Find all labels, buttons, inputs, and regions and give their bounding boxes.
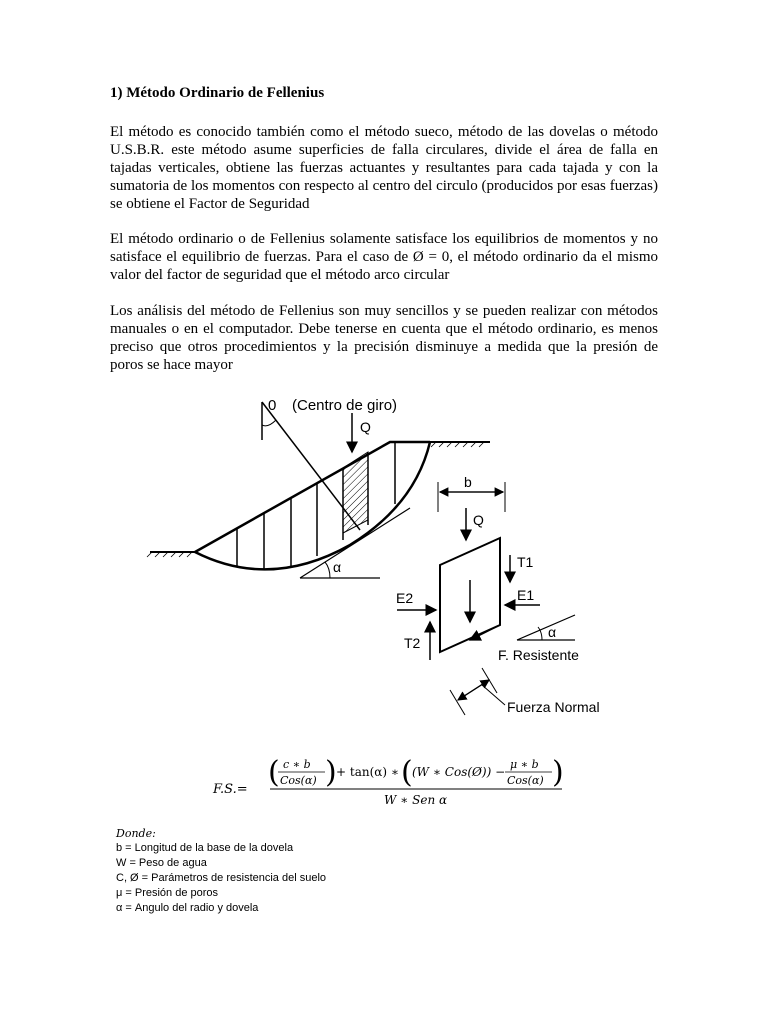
legend-item-b: b = Longitud de la base de la dovela — [116, 842, 294, 854]
legend-title: Donde: — [116, 827, 156, 840]
f-resistente-arrow — [470, 625, 500, 640]
q-slice-label: Q — [473, 512, 484, 528]
formula-denominator: W ∗ Sen α — [384, 793, 448, 807]
q-top-label: Q — [360, 419, 371, 435]
t1-label: T1 — [517, 554, 534, 570]
ground-hatch-left — [147, 552, 195, 557]
formula-paren-close-1: ) — [325, 755, 337, 790]
legend-item-c-phi: C, Ø = Parámetros de resistencia del suelo — [116, 872, 327, 884]
formula-num1-top: c ∗ b — [283, 758, 311, 771]
legend-item-mu: μ = Presión de poros — [116, 887, 219, 899]
formula-paren-close-2: ) — [552, 755, 564, 790]
fuerza-normal-line-back — [458, 680, 489, 700]
alpha-left-label: α — [333, 559, 342, 575]
formula-num2-bot: Cos(α) — [507, 774, 544, 787]
f-resistente-label: F. Resistente — [498, 647, 579, 663]
center-desc: (Centro de giro) — [292, 397, 398, 414]
formula-paren-open-1: ( — [268, 755, 280, 790]
slice-lines — [237, 442, 395, 569]
legend-block — [116, 826, 326, 916]
formula-lhs: F.S.= — [213, 782, 248, 797]
base-extension-line — [517, 615, 575, 640]
fuerza-normal-tick-left — [450, 690, 465, 715]
center-label: 0 — [268, 397, 277, 414]
paragraph-3: Los análisis del método de Fellenius son muy sencillos y se pueden realizar con métodos manuales o en el computador. Debe tenerse en cuenta que el método ordinario, es menos preciso que otros procedimientos y la precisión disminuye a medida que la presión de poros se hace mayor — [110, 303, 658, 373]
formula-plus-tan: + tan(α) ∗ — [336, 765, 400, 779]
e1-label: E1 — [517, 587, 535, 603]
center-angle-arc — [262, 420, 276, 426]
legend-item-w: W = Peso de agua — [116, 857, 207, 869]
ground-hatch-right — [430, 442, 490, 447]
e2-label: E2 — [396, 590, 414, 606]
formula-num2-top: μ ∗ b — [510, 758, 539, 771]
fuerza-normal-tick-right — [482, 668, 497, 693]
legend-item-alpha: α = Angulo del radio y dovela — [116, 902, 259, 914]
paragraph-2: El método ordinario o de Fellenius solamente satisface los equilibrios de momentos y no satisface el equilibrio de fuerzas. Para el caso de Ø = 0, el método ordinario da el mismo valor del factor de seguridad que el método arco circular — [110, 231, 658, 283]
hatched-slice — [343, 452, 368, 533]
fuerza-normal-label: Fuerza Normal — [507, 699, 600, 715]
formula-middle: (W ∗ Cos(Ø)) − — [412, 765, 506, 779]
alpha-right-label: α — [548, 624, 557, 640]
section-title: 1) Método Ordinario de Fellenius — [110, 85, 325, 101]
formula-num1-bot: Cos(α) — [280, 774, 317, 787]
alpha-arc-left — [325, 562, 330, 578]
formula-paren-open-2: ( — [401, 755, 413, 790]
fs-formula — [212, 755, 564, 807]
b-label: b — [464, 474, 472, 490]
paragraph-1: El método es conocido también como el método sueco, método de las dovelas o método U.S.B.R. este método asume superficies de falla circulares, divide el área de falla en tajadas verticales, obtiene las fuerzas actuantes y resultantes para cada tajada y con la sumatoria de los momentos con respecto al centro del circulo (producidos por esas fuerzas) se obtiene el Factor de Seguridad — [110, 124, 658, 212]
t2-label: T2 — [404, 635, 421, 651]
